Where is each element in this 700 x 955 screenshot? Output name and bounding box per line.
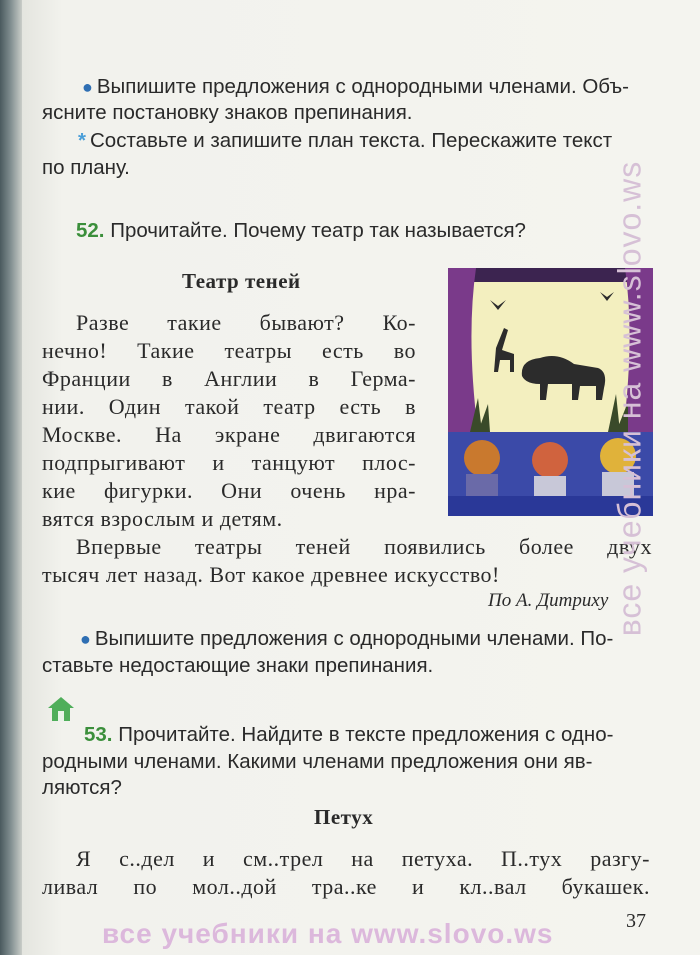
story-line: тысяч лет назад. Вот какое древнее искусство! [42,562,500,587]
story-line: нии. Один такой театр есть в [42,394,416,419]
exercise-number: 53. [84,723,113,746]
page-number: 37 [626,910,646,932]
bullet-icon: ● [82,77,93,97]
task-line: * Составьте и запишите план текста. Перескажите текст [78,129,613,152]
story-title: Театр теней [182,269,301,293]
story-line: ливал по мол..дой тра..ке и кл..вал букашек. [42,874,650,899]
task-line: родными членами. Какими членами предложения они яв- [42,750,593,773]
task-line: ● Выпишите предложения с однородными членами. Объ- [82,75,629,98]
book-spine [0,0,22,955]
story-line: Я с..дел и см..трел на петуха. П..тух разгу- [76,846,650,871]
story-title: Петух [314,805,374,829]
story-line: подпрыгивают и танцуют плос- [42,450,416,475]
exercise-52-heading: 52. Прочитайте. Почему театр так называется? [76,219,526,242]
watermark-side: все учебники на www.slovo.ws [611,160,648,637]
story-line: Франции в Англии в Герма- [42,366,416,391]
story-line: Москве. На экране двигаются [42,422,416,447]
bullet-icon: ● [80,629,91,649]
exercise-number: 52. [76,219,105,242]
story-line: Разве такие бывают? Ко- [76,310,416,335]
task-line: ● Выпишите предложения с однородными членами. По- [80,627,614,650]
task-line: ясните постановку знаков препинания. [42,101,413,124]
story-line: нечно! Такие театры есть во [42,338,416,363]
exercise-53-heading: 53. Прочитайте. Найдите в тексте предложения с одно- [84,723,614,746]
story-line: кие фигурки. Они очень нра- [42,478,416,503]
story-author: По А. Дитриху [488,590,609,611]
asterisk-icon: * [78,129,86,152]
task-line: ляются? [42,776,122,799]
home-icon [46,694,76,724]
story-line: Впервые театры теней появились более двух [76,534,652,559]
task-line: ставьте недостающие знаки препинания. [42,654,434,677]
task-line: по плану. [42,156,130,179]
story-line: вятся взрослым и детям. [42,506,283,531]
watermark-bottom: все учебники на www.slovo.ws [102,918,554,949]
